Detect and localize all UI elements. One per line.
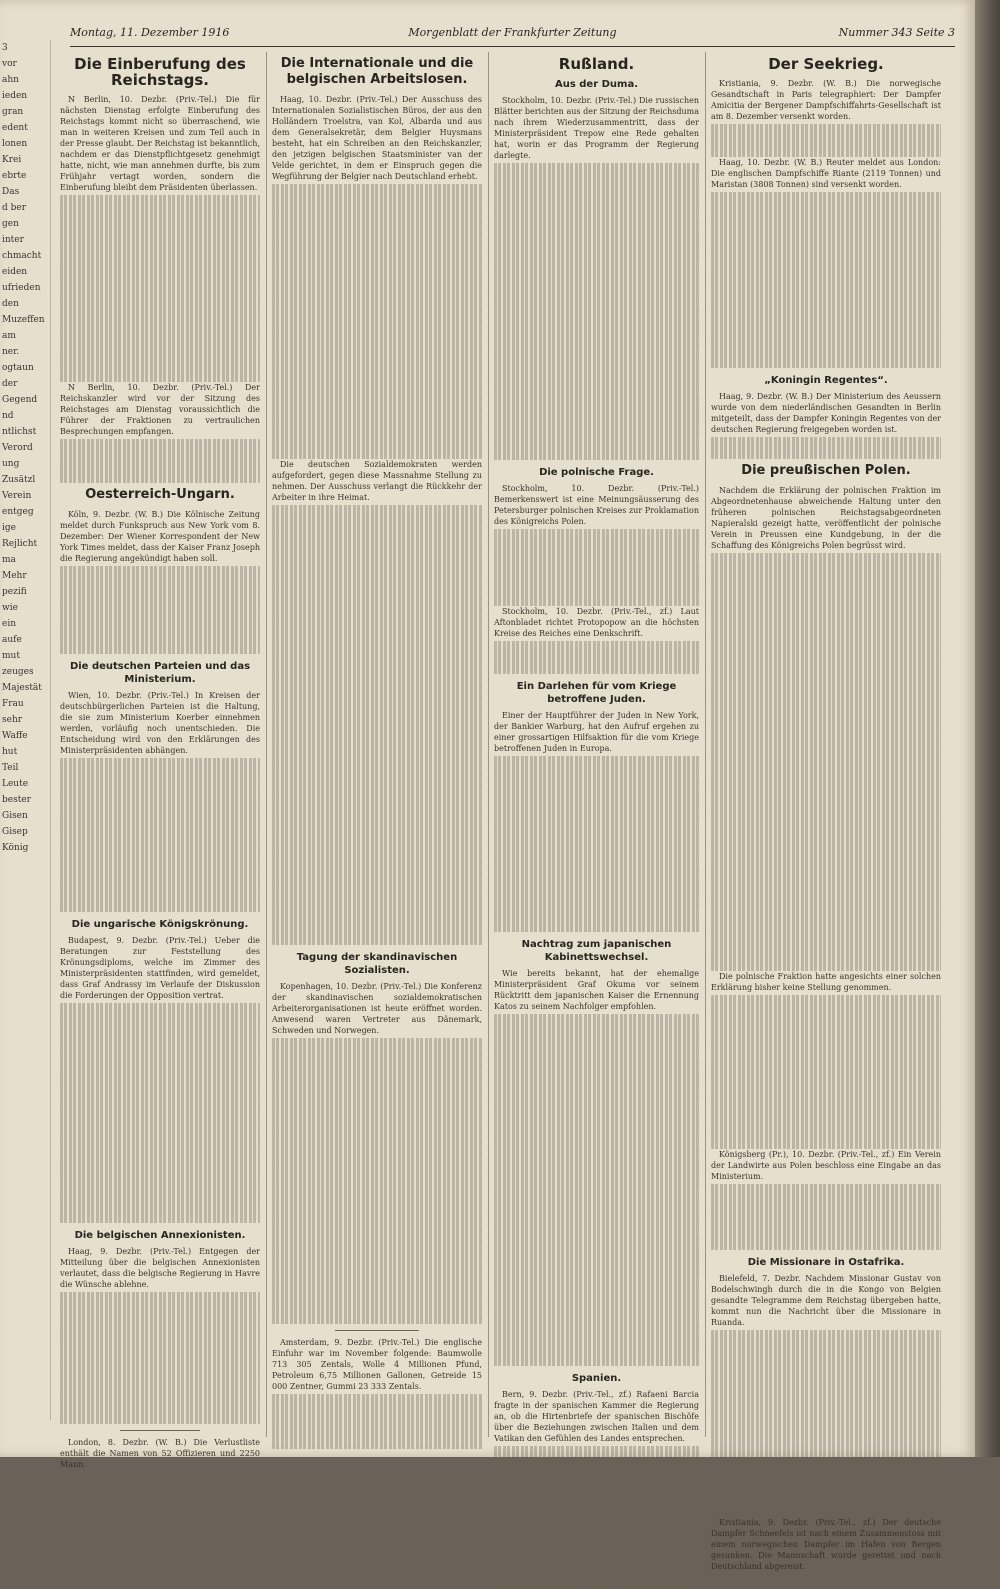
masthead-number: Nummer 343 Seite 3 xyxy=(838,26,955,39)
masthead-title: Morgenblatt der Frankfurter Zeitung xyxy=(408,26,617,39)
book-binding xyxy=(975,0,1000,1457)
column-1 xyxy=(60,52,260,1469)
article-text: Haag, 9. Dezbr. (W. B.) Der Ministerium des Aeussern wurde von dem niederländischen Gesandten in Berlin mitgeteilt, dass der Dampfer Koningin Regentes von der deutschen Regierung freigegeben worden ist. xyxy=(711,392,941,434)
fragment-word: lonen xyxy=(2,139,28,149)
column-4 xyxy=(711,52,941,1571)
article-text: Wien, 10. Dezbr. (Priv.-Tel.) In Kreisen der deutschbürgerlichen Parteien ist die Haltung, die sie zum Ministerium Koerber einnehmen werden, vorläufig noch unentschieden. Die Entscheidung wird von den Erklärungen des Ministerpräsidenten abhängen. xyxy=(60,691,260,755)
previous-page-fragment xyxy=(0,40,51,1420)
article-text: Budapest, 9. Dezbr. (Priv.-Tel.) Ueber die Beratungen zur Feststellung des Krönungsdiploms, welche im Zimmer des Ministerpräsidenten stattfinden, wird gemeldet, dass Graf Andrassy im Verlaufe der Diskussion die Forderungen der Opposition vertrat. xyxy=(60,936,260,1000)
fragment-word: König xyxy=(2,843,29,853)
article-heading: Die Einberufung des Reichstags. xyxy=(74,55,246,89)
article-text: Die polnische Fraktion hatte angesichts einer solchen Erklärung bisher keine Stellung genommen. xyxy=(711,972,941,992)
fragment-word: ogtaun xyxy=(2,363,34,373)
article-text: Amsterdam, 9. Dezbr. (Priv.-Tel.) Die englische Einfuhr war im November folgende: Baumwolle 713 305 Zentals, Wolle 4 Millionen Pfund, Petroleum 6,75 Millionen Gallonen, Getreide 15 000 Zentner, Gummi 23 333 Zentals. xyxy=(272,1338,482,1391)
fragment-word: Zusätzl xyxy=(2,475,36,485)
article-heading: Nachtrag zum japanischen Kabinettswechsel. xyxy=(521,939,672,963)
article-heading: Die Internationale und die belgischen Arbeitslosen. xyxy=(280,56,474,87)
fragment-word: Mehr xyxy=(2,571,27,581)
fragment-word: wie xyxy=(2,603,18,613)
fragment-word: gran xyxy=(2,107,24,117)
fragment-word: eiden xyxy=(2,267,28,277)
fragment-word: Frau xyxy=(2,699,24,709)
fragment-word: Gisen xyxy=(2,811,28,821)
fragment-word: Leute xyxy=(2,779,29,789)
fragment-word: ner. xyxy=(2,347,20,357)
column-rule xyxy=(705,52,706,1437)
article-text: Einer der Hauptführer der Juden in New York, der Bankier Warburg, hat den Aufruf ergehen zu einer grossartigen Hilfsaktion für die vom Kriege betroffenen Juden in Europa. xyxy=(494,711,699,753)
fragment-word: ntlichst xyxy=(2,427,37,437)
fragment-word: aufe xyxy=(2,635,22,645)
fragment-word: ma xyxy=(2,555,16,565)
fragment-word: Muzeffen xyxy=(2,315,45,325)
fragment-word: ebrte xyxy=(2,171,27,181)
article-text: Bielefeld, 7. Dezbr. Nachdem Missionar Gustav von Bodelschwingh durch die in die Kongo von Belgien gesandte Telegramme dem Reichstag übergeben hatte, kommt nun die Nachricht über die Missionare in Ruanda. xyxy=(711,1274,941,1327)
article-text: Wie bereits bekannt, hat der ehemalige Ministerpräsident Graf Okuma vor seinem Rücktritt dem japanischen Kaiser die Ernennung Katos zu seinem Nachfolger empfohlen. xyxy=(494,969,699,1011)
article-heading: Der Seekrieg. xyxy=(768,55,884,73)
fragment-word: den xyxy=(2,299,19,309)
masthead-date: Montag, 11. Dezember 1916 xyxy=(70,26,230,39)
fragment-word: am xyxy=(2,331,16,341)
column-2 xyxy=(272,52,482,1437)
fragment-word: zeuges xyxy=(2,667,34,677)
fragment-word: inter xyxy=(2,235,24,245)
article-text: Kristiania, 9. Dezbr. (W. B.) Die norwegische Gesandtschaft in Paris telegraphiert: Der Dampfer Amicitia der Bergener Dampfschiffahrts-Gesellschaft ist am 8. Dezember versenkt worden. xyxy=(711,79,941,121)
fragment-word: ahn xyxy=(2,75,19,85)
article-text: Stockholm, 10. Dezbr. (Priv.-Tel.) Bemerkenswert ist eine Meinungsäusserung des Petersburger polnischen Kreises zur Proklamation des Königreichs Polen. xyxy=(494,484,699,526)
article-heading: Ein Darlehen für vom Kriege betroffene Juden. xyxy=(516,681,677,705)
article-heading: Die Missionare in Ostafrika. xyxy=(747,1257,905,1268)
fragment-word: mut xyxy=(2,651,20,661)
fragment-word: edent xyxy=(2,123,28,133)
fragment-word: ige xyxy=(2,523,16,533)
article-text: N Berlin, 10. Dezbr. (Priv.-Tel.) Der Reichskanzler wird vor der Sitzung des Reichstages am Dienstag voraussichtlich die Führer der Fraktionen zu vertraulichen Besprechungen empfangen. xyxy=(60,383,260,436)
fragment-word: Das xyxy=(2,187,20,197)
fragment-word: Majestät xyxy=(2,683,42,693)
column-3 xyxy=(494,52,699,1443)
article-text: Königsberg (Pr.), 10. Dezbr. (Priv.-Tel., zf.) Ein Verein der Landwirte aus Polen beschloss eine Eingabe an das Ministerium. xyxy=(711,1150,941,1181)
article-heading: Die preußischen Polen. xyxy=(741,463,911,478)
fragment-word: ufrieden xyxy=(2,283,41,293)
masthead xyxy=(70,20,955,47)
fragment-word: entgeg xyxy=(2,507,34,517)
fragment-word: Rejlicht xyxy=(2,539,38,549)
fragment-word: Gisep xyxy=(2,827,28,837)
article-text: London, 8. Dezbr. (W. B.) Die Verlustliste enthält die Namen von 52 Offizieren und 2250 Mann. xyxy=(60,1438,260,1469)
fragment-word: pezifi xyxy=(2,587,27,597)
article-text: Haag, 10. Dezbr. (W. B.) Reuter meldet aus London: Die englischen Dampfschiffe Riante (2119 Tonnen) und Maristan (3808 Tonnen) sind versenkt worden. xyxy=(711,158,941,189)
fragment-word: Krei xyxy=(2,155,22,165)
article-text: Stockholm, 10. Dezbr. (Priv.-Tel., zf.) Laut Aftonbladet richtet Protopopow an die höchsten Kreise des Reiches eine Denkschrift. xyxy=(494,607,699,638)
article-heading: Spanien. xyxy=(571,1373,622,1384)
fragment-word: Teil xyxy=(2,763,19,773)
article-text: Nachdem die Erklärung der polnischen Fraktion im Abgeordnetenhause abweichende Haltung unter den früheren polnischen Reichstagsabgeordneten Napieralski gezeigt hatte, veröffentlicht der polnische Verein in Preussen eine Kundgebung, in der die Schaffung des Königreichs Polen begrüsst wird. xyxy=(711,486,941,550)
article-heading: Die ungarische Königskrönung. xyxy=(71,919,249,930)
fragment-word: Verein xyxy=(2,491,32,501)
article-heading: Tagung der skandinavischen Sozialisten. xyxy=(296,952,458,976)
fragment-word: Waffe xyxy=(2,731,28,741)
article-heading: „Koningin Regentes“. xyxy=(764,375,888,386)
column-rule xyxy=(266,52,267,1437)
fragment-word: bester xyxy=(2,795,31,805)
article-heading: Rußland. xyxy=(558,55,635,73)
article-text: Stockholm, 10. Dezbr. (Priv.-Tel.) Die russischen Blätter berichten aus der Sitzung der Reichsduma nach ihrem Wiederzusammentritt, dass der Ministerpräsident Trepow eine Rede gehalten hat, worin er das Programm der Regierung darlegte. xyxy=(494,96,699,160)
fragment-word: vor xyxy=(2,59,17,69)
fragment-word: nd xyxy=(2,411,14,421)
article-heading: Die belgischen Annexionisten. xyxy=(74,1230,246,1241)
article-text: Haag, 10. Dezbr. (Priv.-Tel.) Der Ausschuss des Internationalen Sozialistischen Büros, der aus den Holländern Troelstra, van Kol, Albarda und aus dem Generalsekretär, dem Belgier Huysmans besteht, hat ein Schreiben an den Reichskanzler, den jetzigen belgischen Staatsminister van der Velde gerichtet, in dem er Einspruch gegen die Wegführung der Belgier nach Deutschland erhebt. xyxy=(272,95,482,181)
fragment-word: sehr xyxy=(2,715,23,725)
fragment-word: hut xyxy=(2,747,18,757)
fragment-word: 3 xyxy=(2,43,8,53)
article-text: N Berlin, 10. Dezbr. (Priv.-Tel.) Die für nächsten Dienstag erfolgte Einberufung des Reichstags kommt nicht so überraschend, wie man in weiteren Kreisen und zum Teil auch in der Presse glaubt. Der Reichstag ist bekanntlich, nachdem er das Dienstpflichtgesetz genehmigt hatte, nicht, wie man annehmen durfte, bis zum Frühjahr vertagt worden, sondern die Einberufung bleibt dem Präsidenten überlassen. xyxy=(60,95,260,192)
column-rule xyxy=(488,52,489,1437)
article-text: Kopenhagen, 10. Dezbr. (Priv.-Tel.) Die Konferenz der skandinavischen sozialdemokratischen Arbeiterorganisationen ist heute eröffnet worden. Anwesend waren Vertreter aus Dänemark, Schweden und Norwegen. xyxy=(272,982,482,1035)
article-text: Köln, 9. Dezbr. (W. B.) Die Kölnische Zeitung meldet durch Funkspruch aus New York vom 8. Dezember: Der Wiener Korrespondent der New York Times meldet, dass der Kaiser Franz Joseph die Regierung angekündigt haben soll. xyxy=(60,510,260,563)
fragment-word: der xyxy=(2,379,18,389)
article-heading: Die polnische Frage. xyxy=(539,467,654,478)
article-text: Haag, 9. Dezbr. (Priv.-Tel.) Entgegen der Mitteilung über die belgischen Annexionisten verlautet, dass die belgische Regierung in Havre die Wünsche ablehne. xyxy=(60,1247,260,1289)
fragment-word: gen xyxy=(2,219,19,229)
article-heading: Oesterreich-Ungarn. xyxy=(85,487,235,502)
fragment-word: Verord xyxy=(2,443,33,453)
fragment-word: chmacht xyxy=(2,251,42,261)
article-text: Kristiania, 9. Dezbr. (Priv.-Tel., zf.) Der deutsche Dampfer Schneefels ist nach einem Zusammenstoss mit einem norwegischen Dampfer im Hafen von Bergen gesunken. Die Mannschaft wurde gerettet und nach Deutschland abgereist. xyxy=(711,1518,941,1571)
fragment-word: ein xyxy=(2,619,17,629)
fragment-word: d ber xyxy=(2,203,27,213)
article-heading: Die deutschen Parteien und das Ministerium. xyxy=(69,661,251,685)
article-text: Bern, 9. Dezbr. (Priv.-Tel., zf.) Rafaeni Barcia fragte in der spanischen Kammer die Regierung an, ob die Hirtenbriefe der spanischen Bischöfe über die Beziehungen zwischen Italien und dem Vatikan den Gefühlen des Landes entsprechen. xyxy=(494,1390,699,1443)
fragment-word: Gegend xyxy=(2,395,38,405)
fragment-word: ung xyxy=(2,459,20,469)
fragment-word: ieden xyxy=(2,91,28,101)
article-subheading: Aus der Duma. xyxy=(554,79,639,90)
article-text: Die deutschen Sozialdemokraten werden aufgefordert, gegen diese Massnahme Stellung zu nehmen. Der Ausschuss verlangt die Rückkehr der Arbeiter in ihre Heimat. xyxy=(272,460,482,502)
